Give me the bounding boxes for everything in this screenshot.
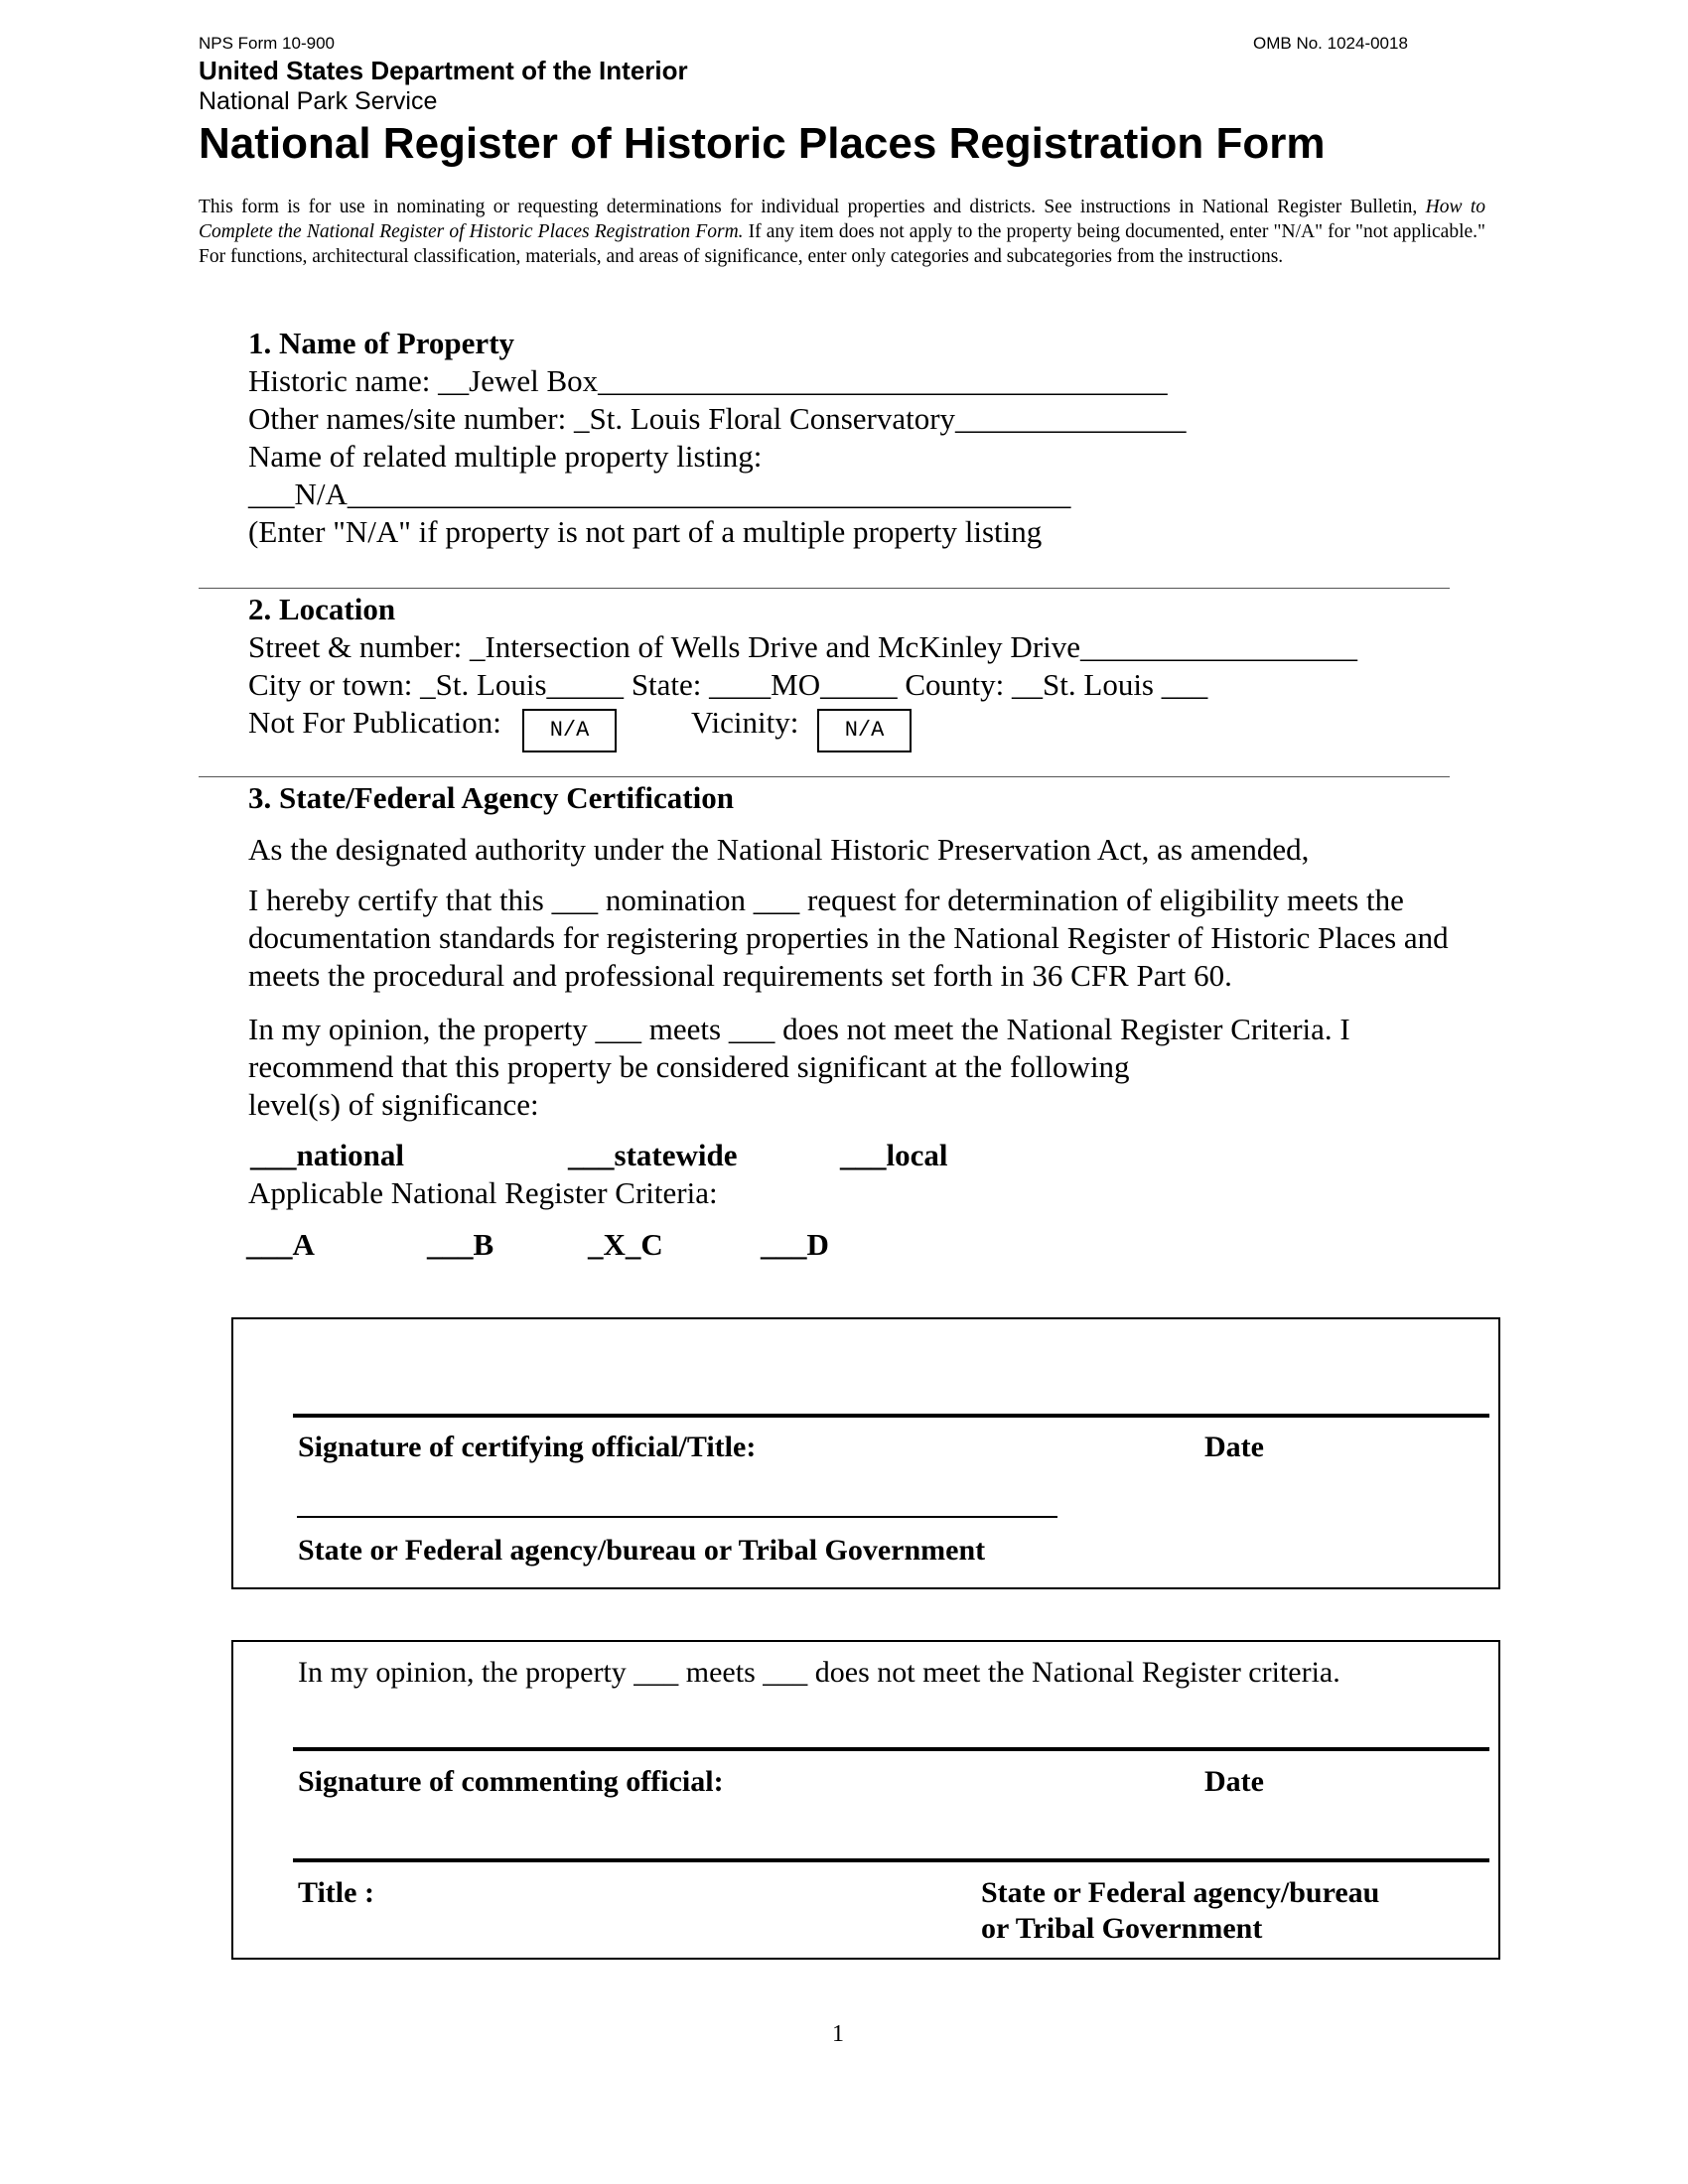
certifying-signature-label: Signature of certifying official/Title: — [298, 1431, 757, 1463]
authority-text: As the designated authority under the National Historic Preservation Act, as amended, — [248, 832, 1310, 867]
commenting-title-label: Title : — [298, 1876, 374, 1909]
commenting-opinion-text: In my opinion, the property ___ meets ___ does not meet the National Register criteria. — [298, 1656, 1340, 1689]
service-name: National Park Service — [199, 87, 438, 115]
signature-line[interactable] — [293, 1414, 1489, 1418]
state-field[interactable]: ____MO_____ — [709, 667, 898, 702]
level-local-option[interactable]: ___local — [840, 1138, 948, 1172]
agency-line[interactable] — [297, 1516, 1057, 1518]
form-number: NPS Form 10-900 — [199, 34, 335, 53]
not-for-publication-field[interactable]: N/A — [522, 709, 617, 752]
multiple-listing-note: (Enter "N/A" if property is not part of a multiple property listing — [248, 514, 1043, 549]
certifying-agency-label: State or Federal agency/bureau or Tribal Government — [298, 1534, 986, 1567]
certifying-date-label: Date — [1204, 1431, 1264, 1463]
state-label: State: — [631, 667, 710, 702]
related-listing-label: Name of related multiple property listing: — [248, 439, 763, 474]
commenting-agency-line-1: State or Federal agency/bureau — [981, 1876, 1380, 1909]
divider — [199, 776, 1450, 777]
other-names-field[interactable]: _St. Louis Floral Conservatory_______________ — [574, 401, 1187, 436]
street-row — [248, 629, 1357, 665]
intro-part1: This form is for use in nominating or requesting determinations for individual properties and districts. See instructions in National Register Bulletin, — [199, 197, 1426, 217]
intro-paragraph — [199, 195, 1485, 269]
criteria-label: Applicable National Register Criteria: — [248, 1175, 718, 1210]
other-names-row — [248, 401, 1187, 437]
city-state-county-row — [248, 667, 1207, 703]
related-listing-field[interactable]: ___N/A_______________________________________________ — [248, 477, 1071, 511]
section2-heading: 2. Location — [248, 592, 396, 626]
intro-part2: If any item does not apply to the property being documented, enter "N/A" for "not applicable." For functions, architectural classification, materials, and areas of significance, enter only categories and subcategories from the instructions. — [199, 221, 1485, 267]
vicinity-label: Vicinity: — [691, 705, 799, 740]
page-title: National Register of Historic Places Registration Form — [199, 119, 1326, 168]
omb-number: OMB No. 1024-0018 — [1253, 34, 1408, 53]
criterion-d-option[interactable]: ___D — [761, 1227, 829, 1262]
section3-heading: 3. State/Federal Agency Certification — [248, 780, 734, 815]
vicinity-field[interactable]: N/A — [817, 709, 912, 752]
commenting-signature-label: Signature of commenting official: — [298, 1765, 724, 1798]
intro-italic: How to Complete the National Register of Historic Places Registration Form. — [199, 197, 1485, 242]
street-label: Street & number: — [248, 629, 470, 664]
county-label: County: — [905, 667, 1013, 702]
historic-name-field[interactable]: __Jewel Box_____________________________________ — [438, 363, 1168, 398]
street-field[interactable]: _Intersection of Wells Drive and McKinley Drive__________________ — [469, 629, 1358, 664]
department-name: United States Department of the Interior — [199, 56, 688, 85]
commenting-official-box — [231, 1640, 1500, 1960]
criterion-c-option[interactable]: _X_C — [588, 1227, 663, 1262]
section1-heading: 1. Name of Property — [248, 326, 515, 360]
title-line[interactable] — [293, 1858, 1489, 1862]
not-for-publication-label: Not For Publication: — [248, 705, 501, 740]
historic-name-label: Historic name: — [248, 363, 439, 398]
commenting-date-label: Date — [1204, 1765, 1264, 1798]
criterion-a-option[interactable]: ___A — [246, 1227, 315, 1262]
opinion-line-3: level(s) of significance: — [248, 1087, 539, 1122]
other-names-label: Other names/site number: — [248, 401, 574, 436]
opinion-line-1: In my opinion, the property ___ meets ___ does not meet the National Register Criteria. I — [248, 1012, 1350, 1046]
signature-line[interactable] — [293, 1747, 1489, 1751]
county-field[interactable]: __St. Louis ___ — [1012, 667, 1208, 702]
certifying-official-box — [231, 1317, 1500, 1589]
level-national-option[interactable]: ___national — [250, 1138, 405, 1172]
divider — [199, 588, 1450, 589]
commenting-agency-line-2: or Tribal Government — [981, 1912, 1263, 1945]
city-label: City or town: — [248, 667, 421, 702]
level-statewide-option[interactable]: ___statewide — [568, 1138, 738, 1172]
certify-text: I hereby certify that this ___ nomination ___ request for determination of eligibility meets the documentation standards for registering properties in the National Register of Historic Places and meets the procedural and professional requirements set forth in 36 CFR Part 60. — [248, 883, 1449, 993]
historic-name-row — [248, 363, 1168, 399]
city-field[interactable]: _St. Louis_____ — [420, 667, 625, 702]
criterion-b-option[interactable]: ___B — [427, 1227, 494, 1262]
opinion-line-2: recommend that this property be considered significant at the following — [248, 1049, 1130, 1084]
page-number: 1 — [832, 2021, 844, 2047]
